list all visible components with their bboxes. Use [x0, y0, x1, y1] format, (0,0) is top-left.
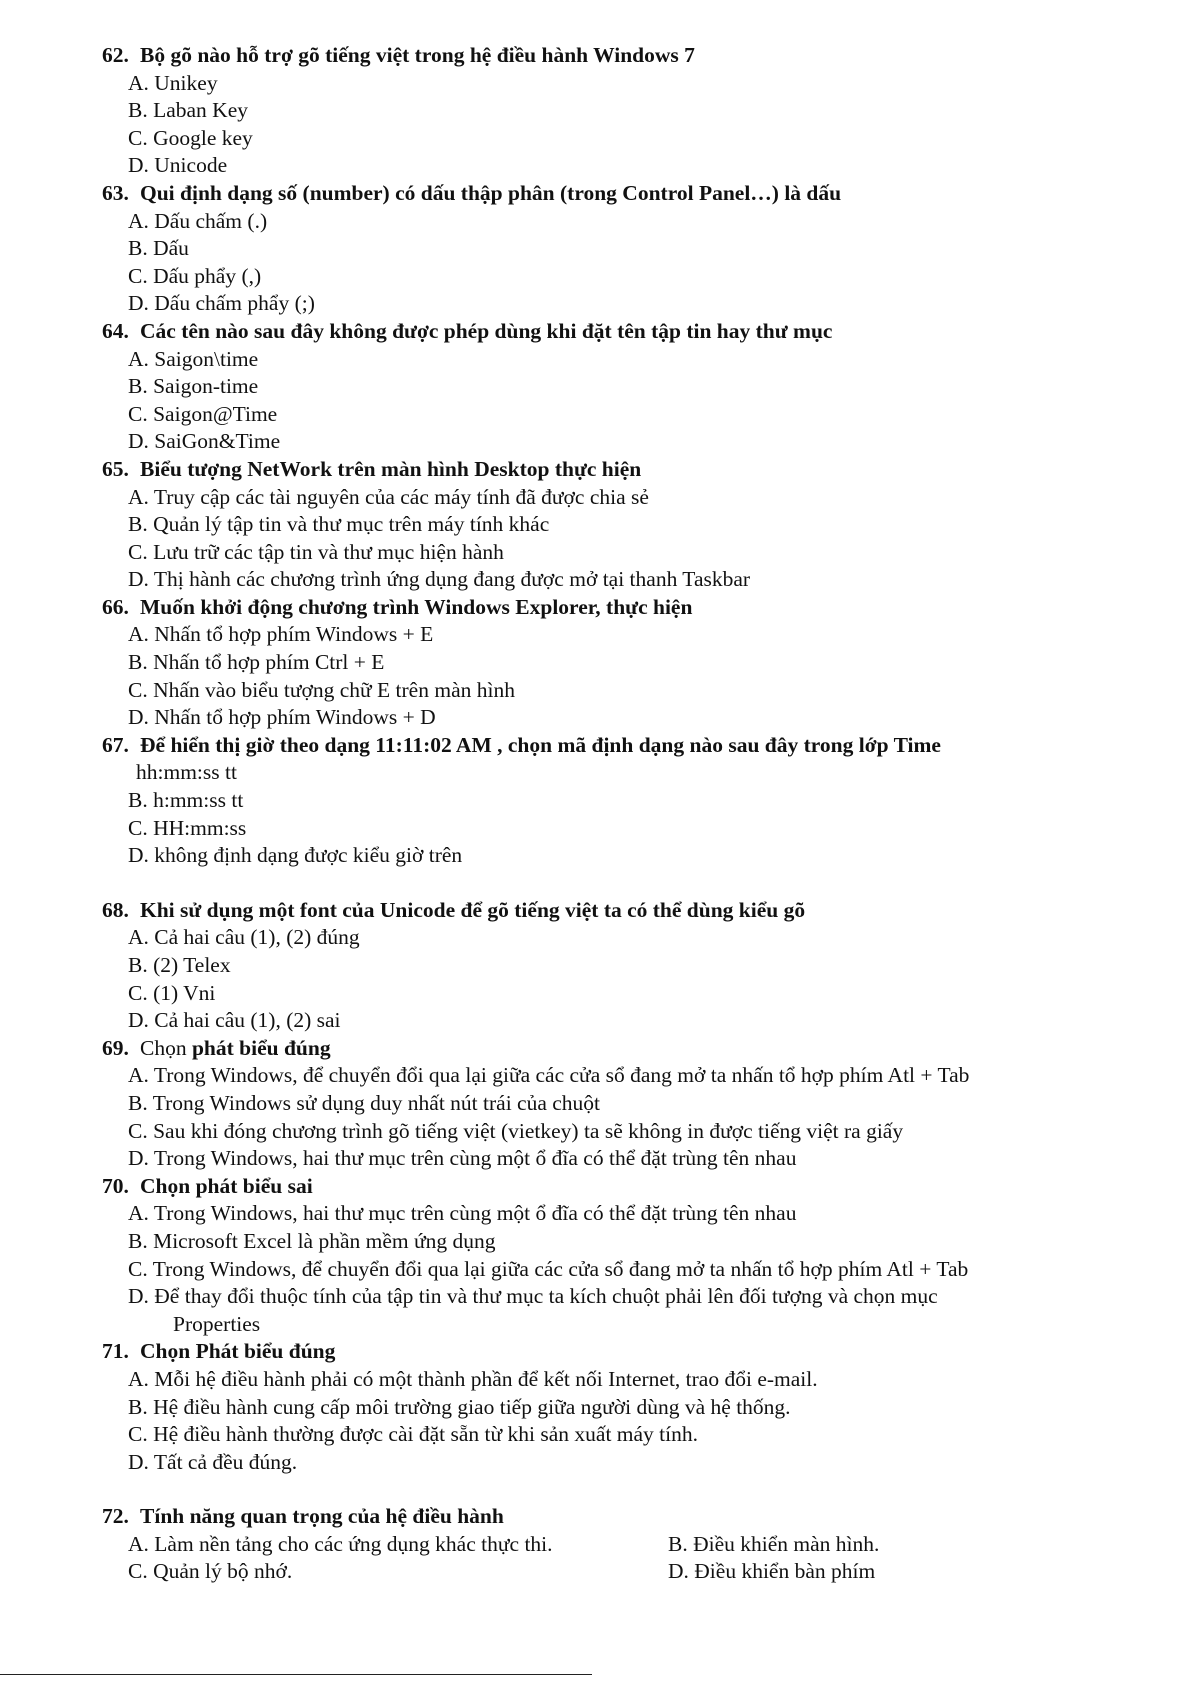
option-a: A. Truy cập các tài nguyên của các máy tính đã được chia sẻ — [128, 484, 649, 509]
option-c: C. Saigon@Time — [128, 401, 278, 426]
question-69 — [102, 1035, 1162, 1063]
option-c: C. Lưu trữ các tập tin và thư mục hiện hành — [128, 539, 504, 564]
question-66 — [102, 594, 1162, 622]
option-b: B. Quản lý tập tin và thư mục trên máy tính khác — [128, 512, 550, 537]
question-number: 69. — [102, 1035, 129, 1060]
question-65 — [102, 456, 1162, 484]
question-text: Bộ gõ nào hỗ trợ gõ tiếng việt trong hệ điều hành Windows 7 — [140, 43, 695, 67]
option-a: hh:mm:ss tt — [136, 760, 237, 785]
question-text: phát biểu đúng — [191, 1035, 331, 1060]
question-67 — [102, 732, 1162, 760]
option-d: D. Để thay đổi thuộc tính của tập tin và thư mục ta kích chuột phải lên đối tượng và chọn mục — [128, 1284, 938, 1309]
option-b: B. Dấu — [128, 236, 189, 261]
question-text: Tính năng quan trọng của hệ điều hành — [140, 1504, 504, 1529]
option-b: B. (2) Telex — [128, 953, 231, 977]
question-number: 63. — [102, 180, 129, 205]
question-71 — [102, 1338, 1162, 1366]
option-c: C. Hệ điều hành thường được cài đặt sẵn từ khi sản xuất máy tính. — [128, 1422, 699, 1447]
option-d: D. Điều khiển bàn phím — [668, 1559, 876, 1584]
option-c: C. Quản lý bộ nhớ. — [128, 1559, 293, 1584]
option-b: B. Hệ điều hành cung cấp môi trường giao tiếp giữa người dùng và hệ thống. — [128, 1394, 791, 1419]
question-number: 71. — [102, 1339, 129, 1364]
option-c: C. Trong Windows, để chuyển đổi qua lại giữa các cửa sổ đang mở ta nhấn tổ hợp phím Atl + Tab — [128, 1256, 969, 1281]
question-text: Muốn khởi động chương trình Windows Explorer, thực hiện — [140, 594, 693, 619]
option-d-continuation: Properties — [173, 1311, 261, 1336]
question-text: Qui định dạng số (number) có dấu thập phân (trong Control Panel…) là dấu — [140, 180, 842, 205]
option-c: C. (1) Vni — [128, 980, 216, 1005]
option-c: C. Sau khi đóng chương trình gõ tiếng việt (vietkey) ta sẽ không in được tiếng việt ra giấy — [128, 1118, 904, 1143]
option-b: B. Điều khiển màn hình. — [668, 1531, 880, 1556]
spacer — [102, 1476, 1162, 1503]
option-d: D. không định dạng được kiểu giờ trên — [128, 843, 463, 868]
question-text: Biểu tượng NetWork trên màn hình Desktop thực hiện — [140, 456, 642, 481]
question-62 — [102, 42, 1162, 70]
question-72 — [102, 1503, 1162, 1531]
option-a: A. Dấu chấm (.) — [128, 208, 268, 233]
option-b: B. Saigon-time — [128, 374, 259, 399]
option-row — [102, 1531, 1162, 1559]
question-text: Chọn Phát biểu đúng — [140, 1339, 336, 1364]
question-number: 62. — [102, 43, 129, 67]
option-b: B. Nhấn tổ hợp phím Ctrl + E — [128, 650, 385, 675]
question-lead: Chọn — [140, 1035, 192, 1060]
question-number: 72. — [102, 1504, 129, 1529]
question-64 — [102, 318, 1162, 346]
option-a: A. Trong Windows, để chuyển đổi qua lại giữa các cửa sổ đang mở ta nhấn tổ hợp phím Atl + Tab — [128, 1063, 970, 1088]
option-c: C. Google key — [128, 125, 253, 150]
option-a: A. Cả hai câu (1), (2) đúng — [128, 925, 360, 950]
option-d: D. Trong Windows, hai thư mục trên cùng một ổ đĩa có thể đặt trùng tên nhau — [128, 1146, 797, 1171]
spacer — [102, 870, 1162, 897]
option-row — [102, 1558, 1162, 1586]
question-number: 67. — [102, 732, 129, 757]
option-a: A. Saigon\time — [128, 346, 259, 371]
question-number: 64. — [102, 318, 129, 343]
option-b: B. h:mm:ss tt — [128, 788, 244, 813]
option-c: C. Dấu phẩy (,) — [128, 263, 262, 288]
option-b: B. Microsoft Excel là phần mềm ứng dụng — [128, 1228, 496, 1253]
option-b: B. Trong Windows sử dụng duy nhất nút trái của chuột — [128, 1090, 601, 1115]
option-a: A. Trong Windows, hai thư mục trên cùng một ổ đĩa có thể đặt trùng tên nhau — [128, 1201, 797, 1226]
option-b: B. Laban Key — [128, 98, 249, 123]
option-d: D. SaiGon&Time — [128, 429, 281, 454]
question-text: Chọn phát biểu sai — [140, 1173, 313, 1198]
option-a: A. Làm nền tảng cho các ứng dụng khác thực thi. — [128, 1531, 553, 1556]
option-d: D. Nhấn tổ hợp phím Windows + D — [128, 705, 436, 730]
question-list — [102, 42, 1162, 1586]
option-a: A. Nhấn tổ hợp phím Windows + E — [128, 622, 434, 647]
option-a: A. Unikey — [128, 70, 218, 95]
question-68 — [102, 897, 1162, 925]
option-c: C. Nhấn vào biểu tượng chữ E trên màn hình — [128, 677, 515, 702]
option-d: D. Unicode — [128, 153, 228, 178]
question-text: Để hiển thị giờ theo dạng 11:11:02 AM , chọn mã định dạng nào sau đây trong lớp Time — [140, 732, 941, 757]
option-d: D. Tất cả đều đúng. — [128, 1449, 298, 1474]
question-63 — [102, 180, 1162, 208]
question-text: Khi sử dụng một font của Unicode để gõ tiếng việt ta có thể dùng kiểu gõ — [140, 897, 806, 922]
option-c: C. HH:mm:ss — [128, 815, 247, 840]
option-a: A. Mỗi hệ điều hành phải có một thành phần để kết nối Internet, trao đổi e-mail. — [128, 1366, 818, 1391]
question-70 — [102, 1173, 1162, 1201]
question-number: 66. — [102, 594, 129, 619]
question-text: Các tên nào sau đây không được phép dùng khi đặt tên tập tin hay thư mục — [140, 318, 833, 343]
question-number: 68. — [102, 897, 129, 922]
question-number: 70. — [102, 1173, 129, 1198]
option-d: D. Thị hành các chương trình ứng dụng đang được mở tại thanh Taskbar — [128, 567, 751, 592]
option-d: D. Dấu chấm phẩy (;) — [128, 291, 315, 316]
question-number: 65. — [102, 456, 129, 481]
option-d: D. Cả hai câu (1), (2) sai — [128, 1008, 341, 1033]
footer-divider — [0, 1674, 592, 1675]
